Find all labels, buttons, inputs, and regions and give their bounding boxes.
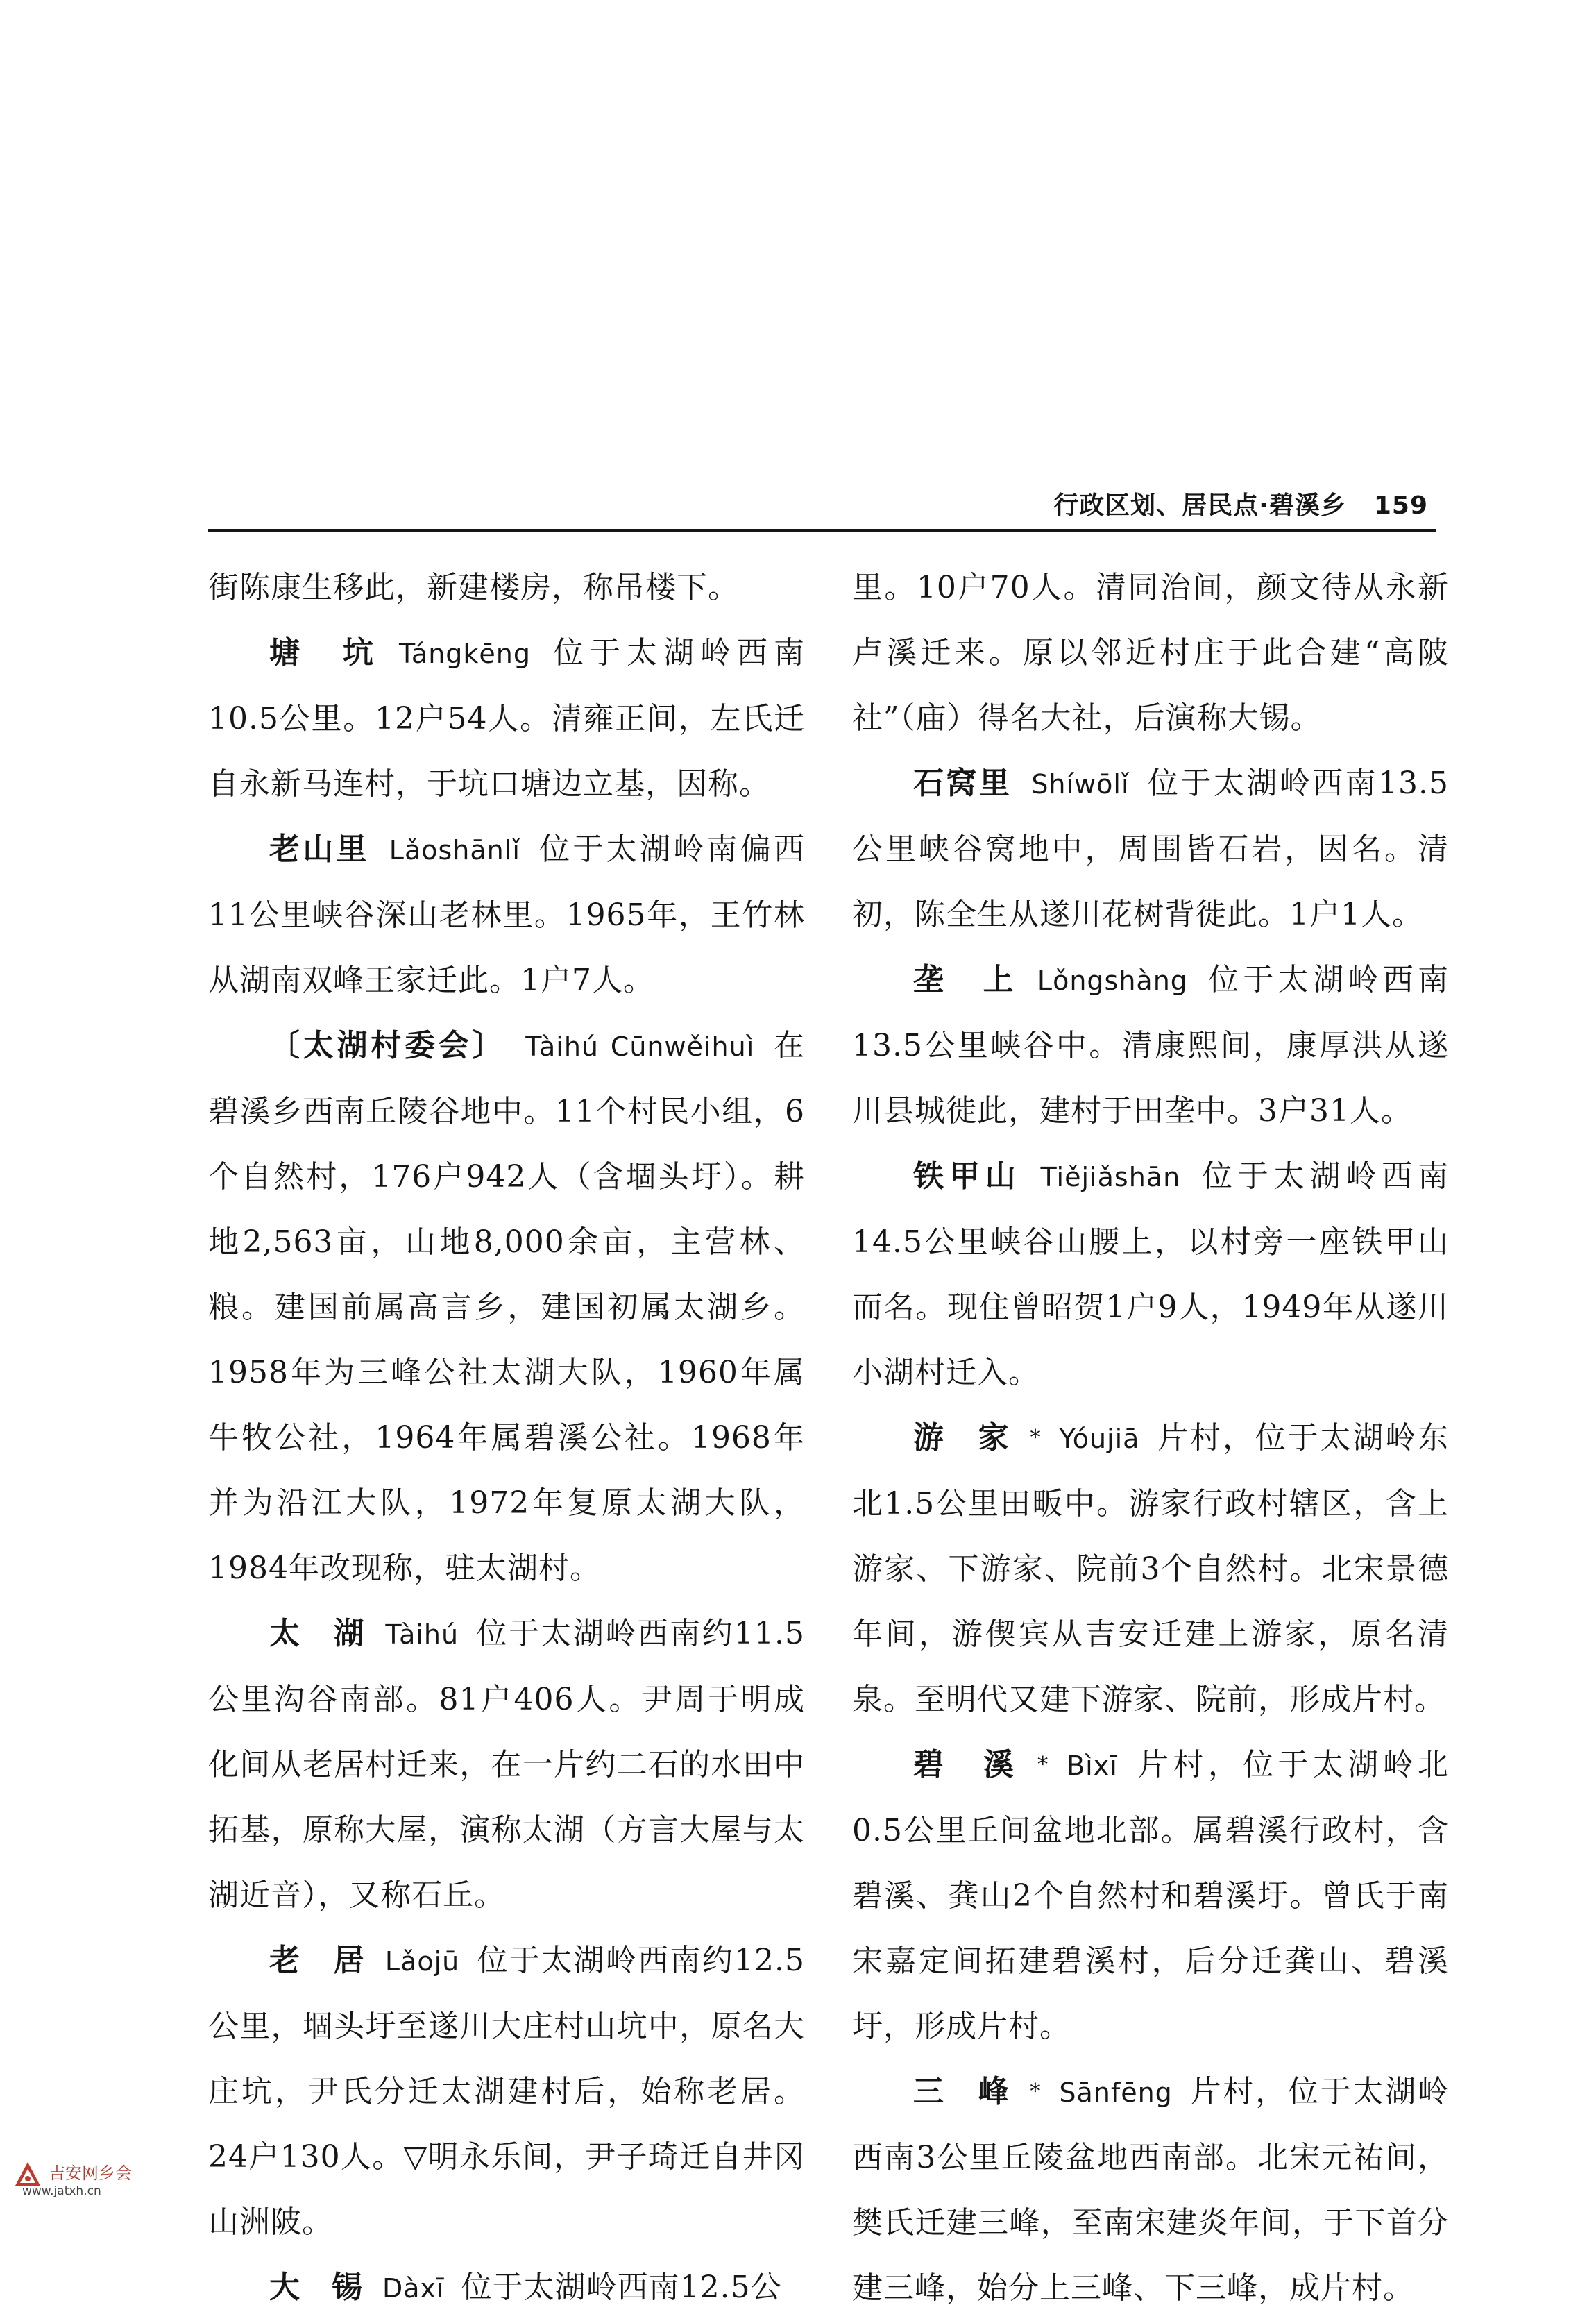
entry-headword: 太 湖 bbox=[269, 1616, 366, 1651]
page-number: 159 bbox=[1373, 491, 1428, 520]
entry-text: 片村，位于太湖岭东北1.5公里田畈中。游家行政村辖区，含上游家、下游家、院前3个自然村。北宋景德年间，游偰宾从吉安迁建上游家，原名清泉。至明代又建下游家、院前，形成片村。 bbox=[852, 1420, 1450, 1717]
entry-text: 位于太湖岭西南10.5公里。12户54人。清雍正间，左氏迁自永新马连村，于坑口塘边立基，因称。 bbox=[208, 635, 806, 802]
entry-text: 街陈康生移此，新建楼房，称吊楼下。 bbox=[208, 570, 739, 605]
entry-headword: 老 居 bbox=[269, 1943, 366, 1978]
entry-pinyin: Lǎoshānlǐ bbox=[389, 835, 520, 866]
entry-pinyin: Yóujiā bbox=[1059, 1424, 1140, 1454]
watermark-logo bbox=[10, 2155, 190, 2207]
header-text bbox=[1053, 486, 1428, 521]
right-column bbox=[852, 555, 1449, 2321]
entry-headword: 塘 坑 bbox=[269, 635, 380, 670]
gazetteer-entry bbox=[208, 621, 805, 817]
entry-pinyin: Sānfēng bbox=[1059, 2077, 1173, 2108]
entry-pinyin: Shíwōlǐ bbox=[1031, 769, 1130, 800]
header-title: 行政区划、居民点·碧溪乡 bbox=[1053, 491, 1346, 520]
entry-headword: 老山里 bbox=[269, 832, 370, 867]
entry-pinyin: Bìxī bbox=[1067, 1750, 1118, 1781]
gazetteer-entry bbox=[852, 1406, 1449, 1732]
entry-pinyin: Tiějiǎshān bbox=[1040, 1162, 1181, 1192]
entry-headword: 石窝里 bbox=[913, 766, 1012, 801]
left-column bbox=[208, 555, 805, 2321]
asterisk-mark: * bbox=[1030, 1426, 1042, 1450]
gazetteer-entry bbox=[208, 1601, 805, 1928]
gazetteer-entry bbox=[852, 2059, 1449, 2321]
gazetteer-entry bbox=[208, 2255, 805, 2321]
entry-text: 里。10户70人。清同治间，颜文待从永新卢溪迁来。原以邻近村庄于此合建“高陂社”（庙）得名大社，后演称大锡。 bbox=[852, 570, 1449, 736]
gazetteer-entry bbox=[208, 817, 805, 1013]
entry-pinyin: Tàihú bbox=[385, 1619, 459, 1650]
entry-headword: 游 家 bbox=[913, 1420, 1011, 1455]
entry-headword: 三 峰 bbox=[913, 2074, 1011, 2109]
entry-pinyin: Dàxī bbox=[382, 2273, 445, 2304]
gazetteer-entry bbox=[852, 1732, 1449, 2059]
entry-pinyin: Tángkēng bbox=[399, 639, 532, 669]
entry-text: 位于太湖岭南偏西11公里峡谷深山老林里。1965年，王竹林从湖南双峰王家迁此。1户7人。 bbox=[208, 832, 805, 998]
gazetteer-entry bbox=[208, 1928, 805, 2255]
entry-headword: 铁甲山 bbox=[913, 1158, 1021, 1194]
entry-text: 位于太湖岭西南约12.5公里，堌头圩至遂川大庄村山坑中，原名大庄坑，尹氏分迁太湖建村后，始称老居。24户130人。▽明永乐间，尹子琦迁自井冈山洲陂。 bbox=[208, 1943, 806, 2240]
entry-text: 位于太湖岭西南12.5公 bbox=[461, 2270, 782, 2305]
asterisk-mark: * bbox=[1030, 2079, 1042, 2104]
entry-headword: 碧 溪 bbox=[913, 1747, 1019, 1782]
entry-headword: 垄 上 bbox=[913, 962, 1018, 997]
gazetteer-entry bbox=[208, 1013, 805, 1601]
entry-text: 位于太湖岭西南约11.5公里沟谷南部。81户406人。尹周于明成化间从老居村迁来，在一片约二石的水田中拓基，原称大屋，演称太湖（方言大屋与太湖近音），又称石丘。 bbox=[208, 1616, 806, 1913]
asterisk-mark: * bbox=[1037, 1753, 1049, 1777]
entry-pinyin: Lǒngshàng bbox=[1037, 965, 1188, 996]
entry-text: 片村，位于太湖岭北0.5公里丘间盆地北部。属碧溪行政村，含碧溪、龚山2个自然村和碧溪圩。曾氏于南宋嘉定间拓建碧溪村，后分迁龚山、碧溪圩，形成片村。 bbox=[852, 1747, 1449, 2044]
watermark-brand: 吉安网乡会 bbox=[49, 2163, 132, 2183]
entry-text: 片村，位于太湖岭西南3公里丘陵盆地西南部。北宋元祐间，樊氏迁建三峰，至南宋建炎年间，于下首分建三峰，始分上三峰、下三峰，成片村。 bbox=[852, 2074, 1450, 2306]
entry-pinyin: Lǎojū bbox=[384, 1946, 460, 1977]
running-header bbox=[208, 479, 1436, 532]
entry-text: 在碧溪乡西南丘陵谷地中。11个村民小组，6个自然村，176户942人（含堌头圩）。耕地2,563亩，山地8,000余亩，主营林、粮。建国前属高言乡，建国初属太湖乡。1958年为三峰公社太湖大队，1960年属牛牧公社，1964年属碧溪公社。1968年并为沿江大队，1972年复原太湖大队，1984年改现称，驻太湖村。 bbox=[208, 1028, 806, 1586]
entry-pinyin: Tàihú Cūnwěihuì bbox=[525, 1031, 755, 1062]
entry-text: 位于太湖岭西南13.5公里峡谷窝地中，周围皆石岩，因名。清初，陈全生从遂川花树背徙此。1户1人。 bbox=[852, 766, 1449, 932]
entry-headword: 大 锡 bbox=[269, 2270, 363, 2305]
gazetteer-entry bbox=[852, 947, 1449, 1144]
gazetteer-entry bbox=[852, 751, 1449, 947]
entry-text: 位于太湖岭西南14.5公里峡谷山腰上，以村旁一座铁甲山而名。现住曾昭贺1户9人，1949年从遂川小湖村迁入。 bbox=[852, 1158, 1450, 1390]
continued-text bbox=[208, 555, 805, 621]
continued-text bbox=[852, 555, 1449, 751]
gazetteer-entry bbox=[852, 1144, 1449, 1406]
entry-headword: 〔太湖村委会〕 bbox=[269, 1028, 507, 1063]
entry-text: 位于太湖岭西南13.5公里峡谷中。清康熙间，康厚洪从遂川县城徙此，建村于田垄中。3户31人。 bbox=[852, 962, 1450, 1129]
watermark-url: www.jatxh.cn bbox=[22, 2184, 101, 2198]
